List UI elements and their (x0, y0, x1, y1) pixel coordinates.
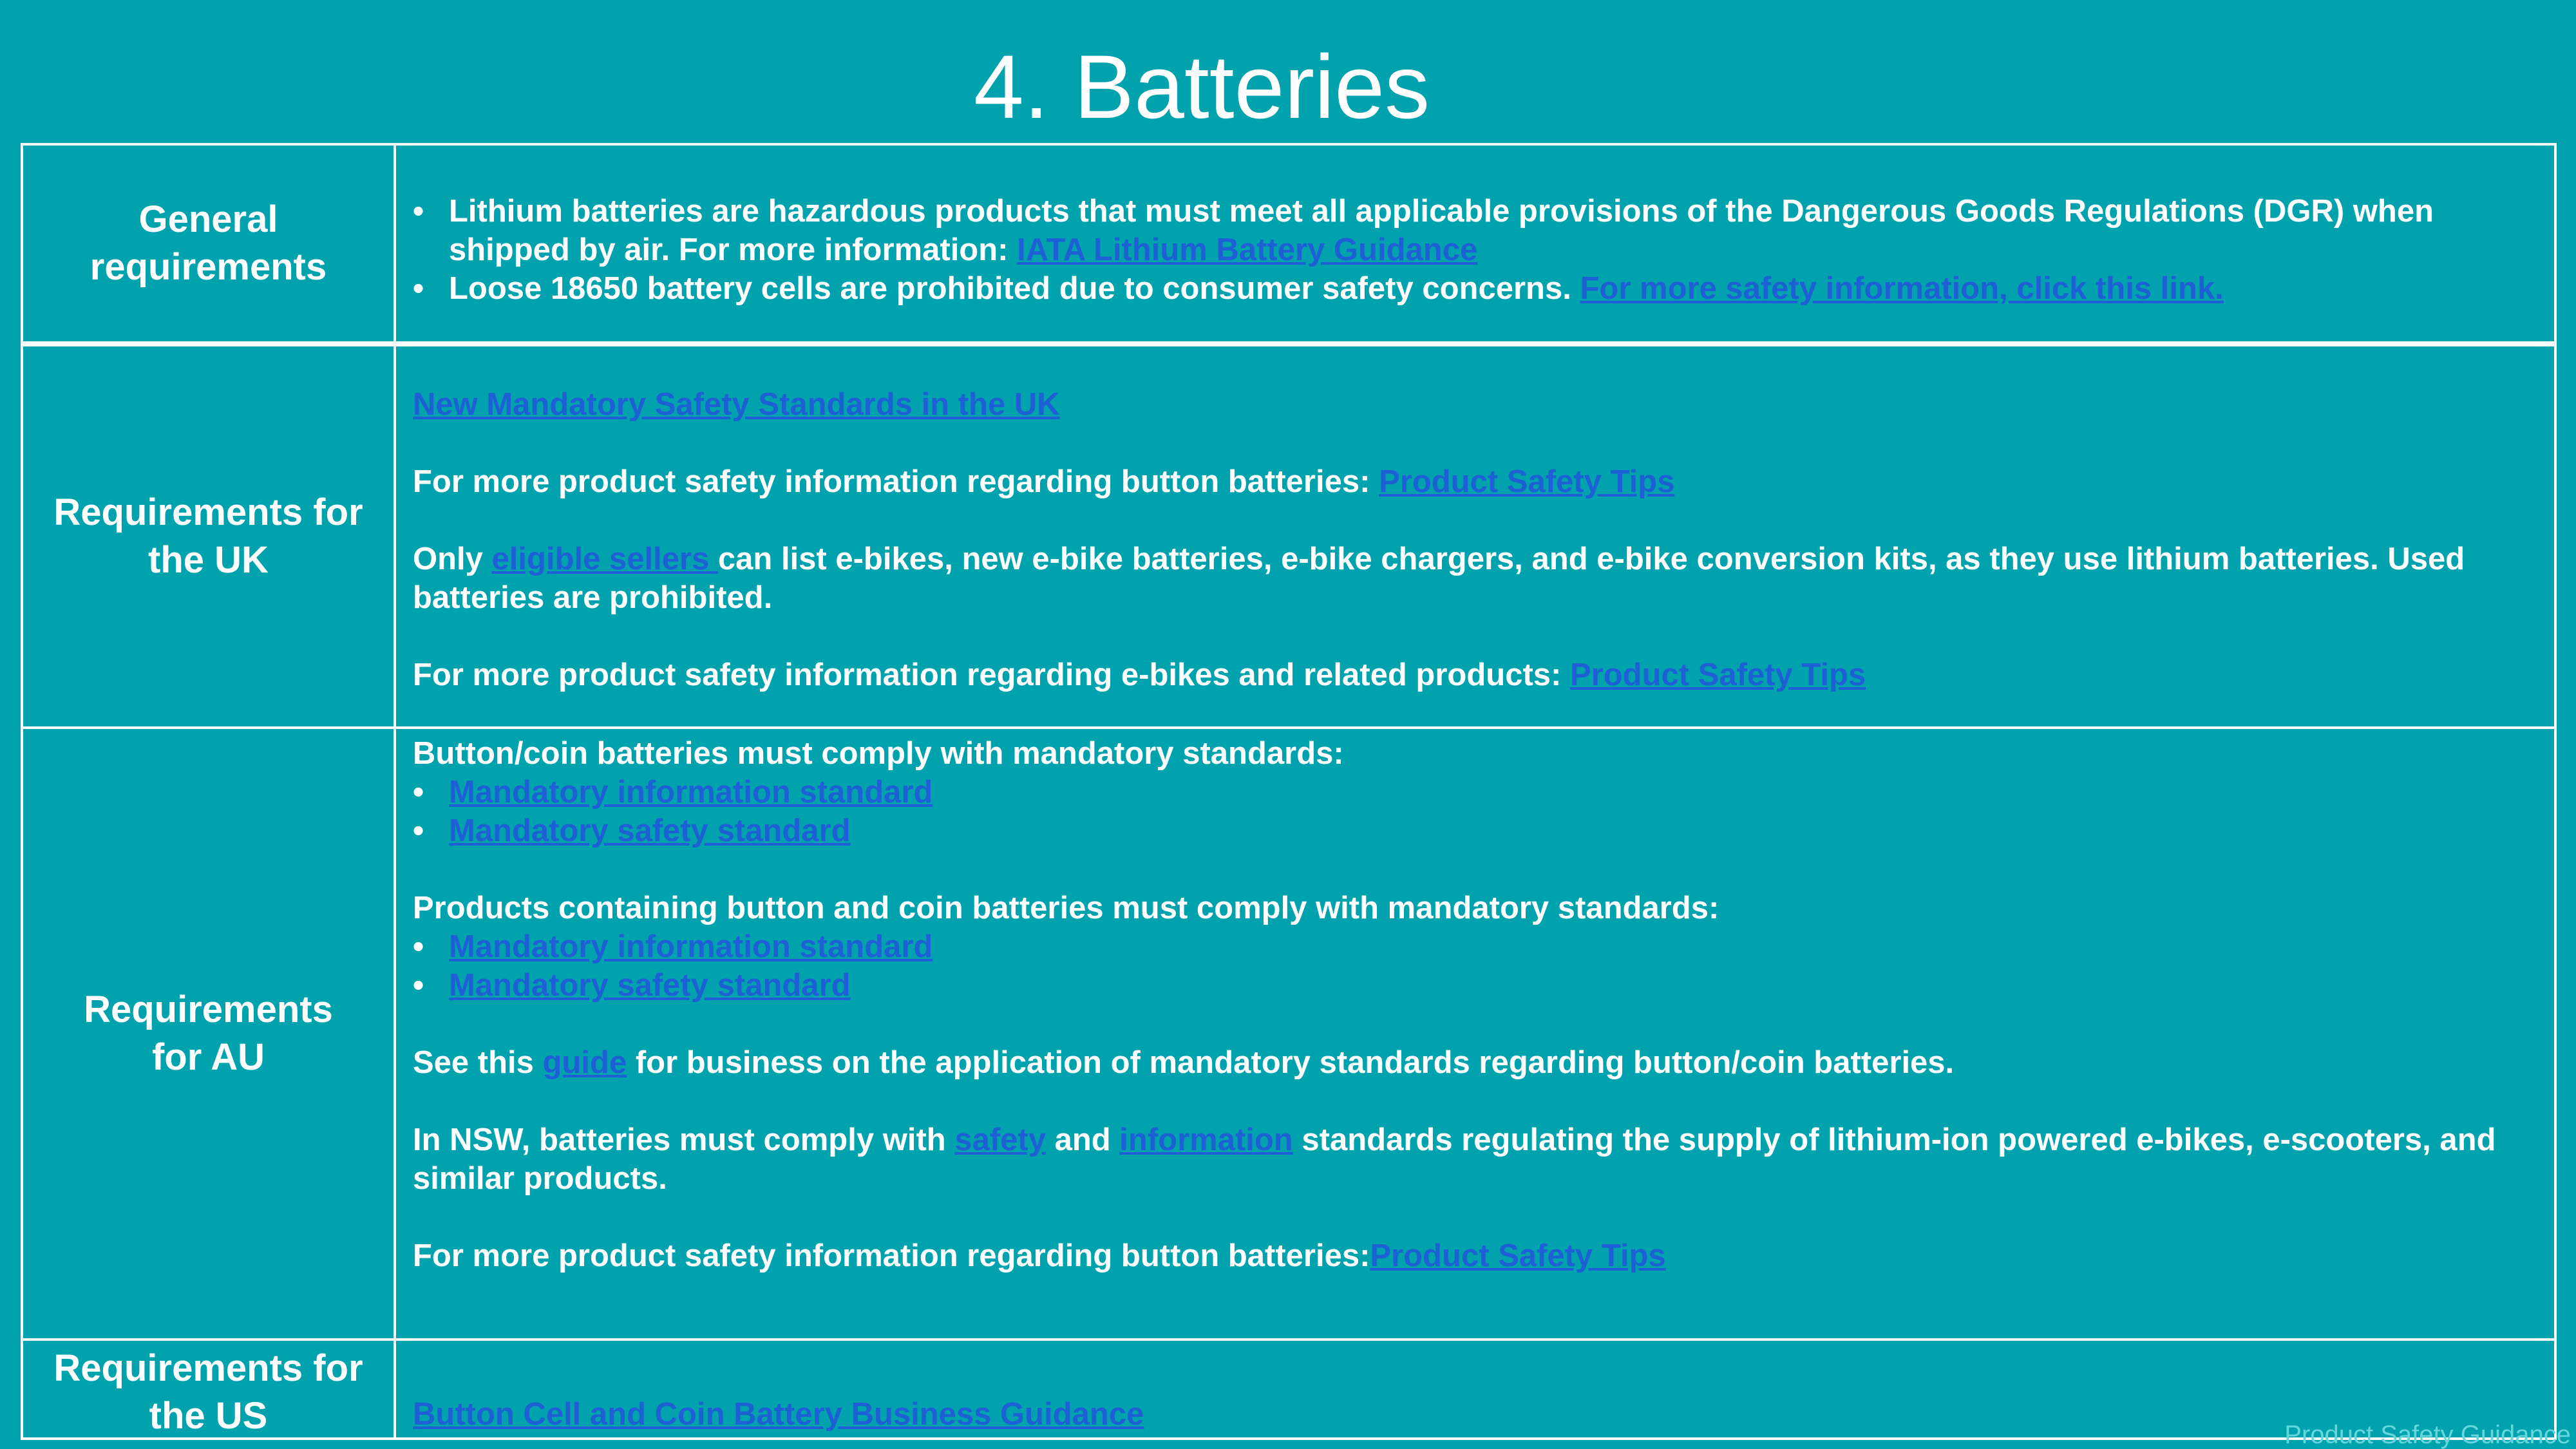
uk-paragraph-3 (413, 656, 2540, 694)
us-business-guidance-link[interactable]: Button Cell and Coin Battery Business Guidance (413, 1397, 1144, 1432)
au-guide-link[interactable]: guide (542, 1045, 627, 1080)
bullet-icon: • (413, 929, 424, 964)
row-general (23, 146, 2554, 346)
general-b2-text: Loose 18650 battery cells are prohibited due to consumer safety concerns. (449, 271, 1580, 306)
eligible-sellers-link[interactable]: eligible sellers (491, 542, 718, 576)
bullet-icon: • (413, 271, 424, 306)
uk-paragraph-2 (413, 540, 2540, 617)
au-paragraph-4 (413, 1121, 2540, 1198)
iata-guidance-link[interactable]: IATA Lithium Battery Guidance (1017, 232, 1478, 267)
general-body (399, 146, 2554, 341)
page-title: 4. Batteries (973, 36, 1430, 137)
au-paragraph-5 (413, 1236, 2540, 1275)
bullet-icon: • (413, 194, 424, 229)
us-body (399, 1341, 2554, 1440)
general-b1-text: Lithium batteries are hazardous products that must meet all applicable provisions of the Dangerous Goods Regulations (DGR) when shipped by air. For more information: (449, 194, 2434, 267)
au-info-standard-link[interactable]: Mandatory information standard (449, 775, 933, 810)
au-paragraph-2: Products containing button and coin batteries must comply with mandatory standards: (413, 891, 1719, 925)
bullet-icon: • (413, 968, 424, 1003)
uk-standards-link[interactable]: New Mandatory Safety Standards in the UK (413, 387, 1060, 422)
au-paragraph-1: Button/coin batteries must comply with mandatory standards: (413, 736, 1344, 771)
au-p4-mid: and (1045, 1122, 1120, 1157)
uk-p1-text: For more product safety information regarding button batteries: (413, 464, 1379, 499)
au-product-safety-tips-link[interactable]: Product Safety Tips (1370, 1238, 1666, 1273)
list-item (413, 811, 2540, 850)
au-p3-pre: See this (413, 1045, 543, 1080)
au-products-info-standard-link[interactable]: Mandatory information standard (449, 929, 933, 964)
list-item (413, 966, 2540, 1005)
uk-p3-text: For more product safety information regarding e-bikes and related products: (413, 658, 1570, 692)
row-uk (23, 346, 2554, 729)
list-item (413, 192, 2540, 269)
requirements-table (21, 143, 2557, 1440)
general-heading-line1: General (138, 198, 278, 240)
bullet-icon: • (413, 813, 424, 848)
au-paragraph-3 (413, 1043, 2540, 1082)
au-products-safety-standard-link[interactable]: Mandatory safety standard (449, 968, 851, 1003)
uk-p2-post: can list e-bikes, new e-bike batteries, e-bike chargers, and e-bike conversion kits, as they use lithium batteries. Used batteries are prohibited. (413, 542, 2465, 615)
au-p4-post: standards regulating the supply of lithium-ion powered e-bikes, e-scooters, and similar products. (413, 1122, 2496, 1196)
uk-p2-pre: Only (413, 542, 492, 576)
uk-product-safety-tips-link[interactable]: Product Safety Tips (1379, 464, 1675, 499)
uk-heading-line2: the UK (148, 539, 269, 581)
uk-heading-line1: Requirements for (53, 491, 363, 533)
uk-paragraph-1 (413, 462, 2540, 501)
au-heading-line1: Requirements (84, 989, 333, 1030)
uk-body (399, 346, 2554, 726)
nsw-safety-link[interactable]: safety (954, 1122, 1046, 1157)
au-p5-text: For more product safety information regarding button batteries: (413, 1238, 1370, 1273)
row-us (23, 1341, 2554, 1440)
general-bullet-list (413, 192, 2540, 308)
au-list-2 (413, 927, 2540, 1005)
us-heading-line2: the US (149, 1395, 268, 1437)
au-p4-pre: In NSW, batteries must comply with (413, 1122, 955, 1157)
row-au (23, 729, 2554, 1341)
uk-ebike-safety-tips-link[interactable]: Product Safety Tips (1569, 658, 1866, 692)
uk-heading (23, 346, 396, 726)
au-list-1 (413, 773, 2540, 850)
us-heading (23, 1341, 396, 1440)
au-p3-post: for business on the application of mandatory standards regarding button/coin batteries. (627, 1045, 1955, 1080)
list-item (413, 927, 2540, 966)
general-heading-line2: requirements (90, 246, 327, 288)
safety-info-link[interactable]: For more safety information, click this link. (1580, 271, 2224, 306)
au-heading-line2: for AU (151, 1036, 265, 1078)
bullet-icon: • (413, 775, 424, 810)
au-safety-standard-link[interactable]: Mandatory safety standard (449, 813, 851, 848)
list-item (413, 773, 2540, 811)
list-item (413, 269, 2540, 308)
au-heading (23, 729, 396, 1338)
au-body (399, 729, 2554, 1338)
general-heading (23, 146, 396, 341)
footer-label: Product Safety Guidance (2284, 1421, 2571, 1449)
nsw-information-link[interactable]: information (1119, 1122, 1293, 1157)
us-heading-line1: Requirements for (53, 1347, 363, 1389)
